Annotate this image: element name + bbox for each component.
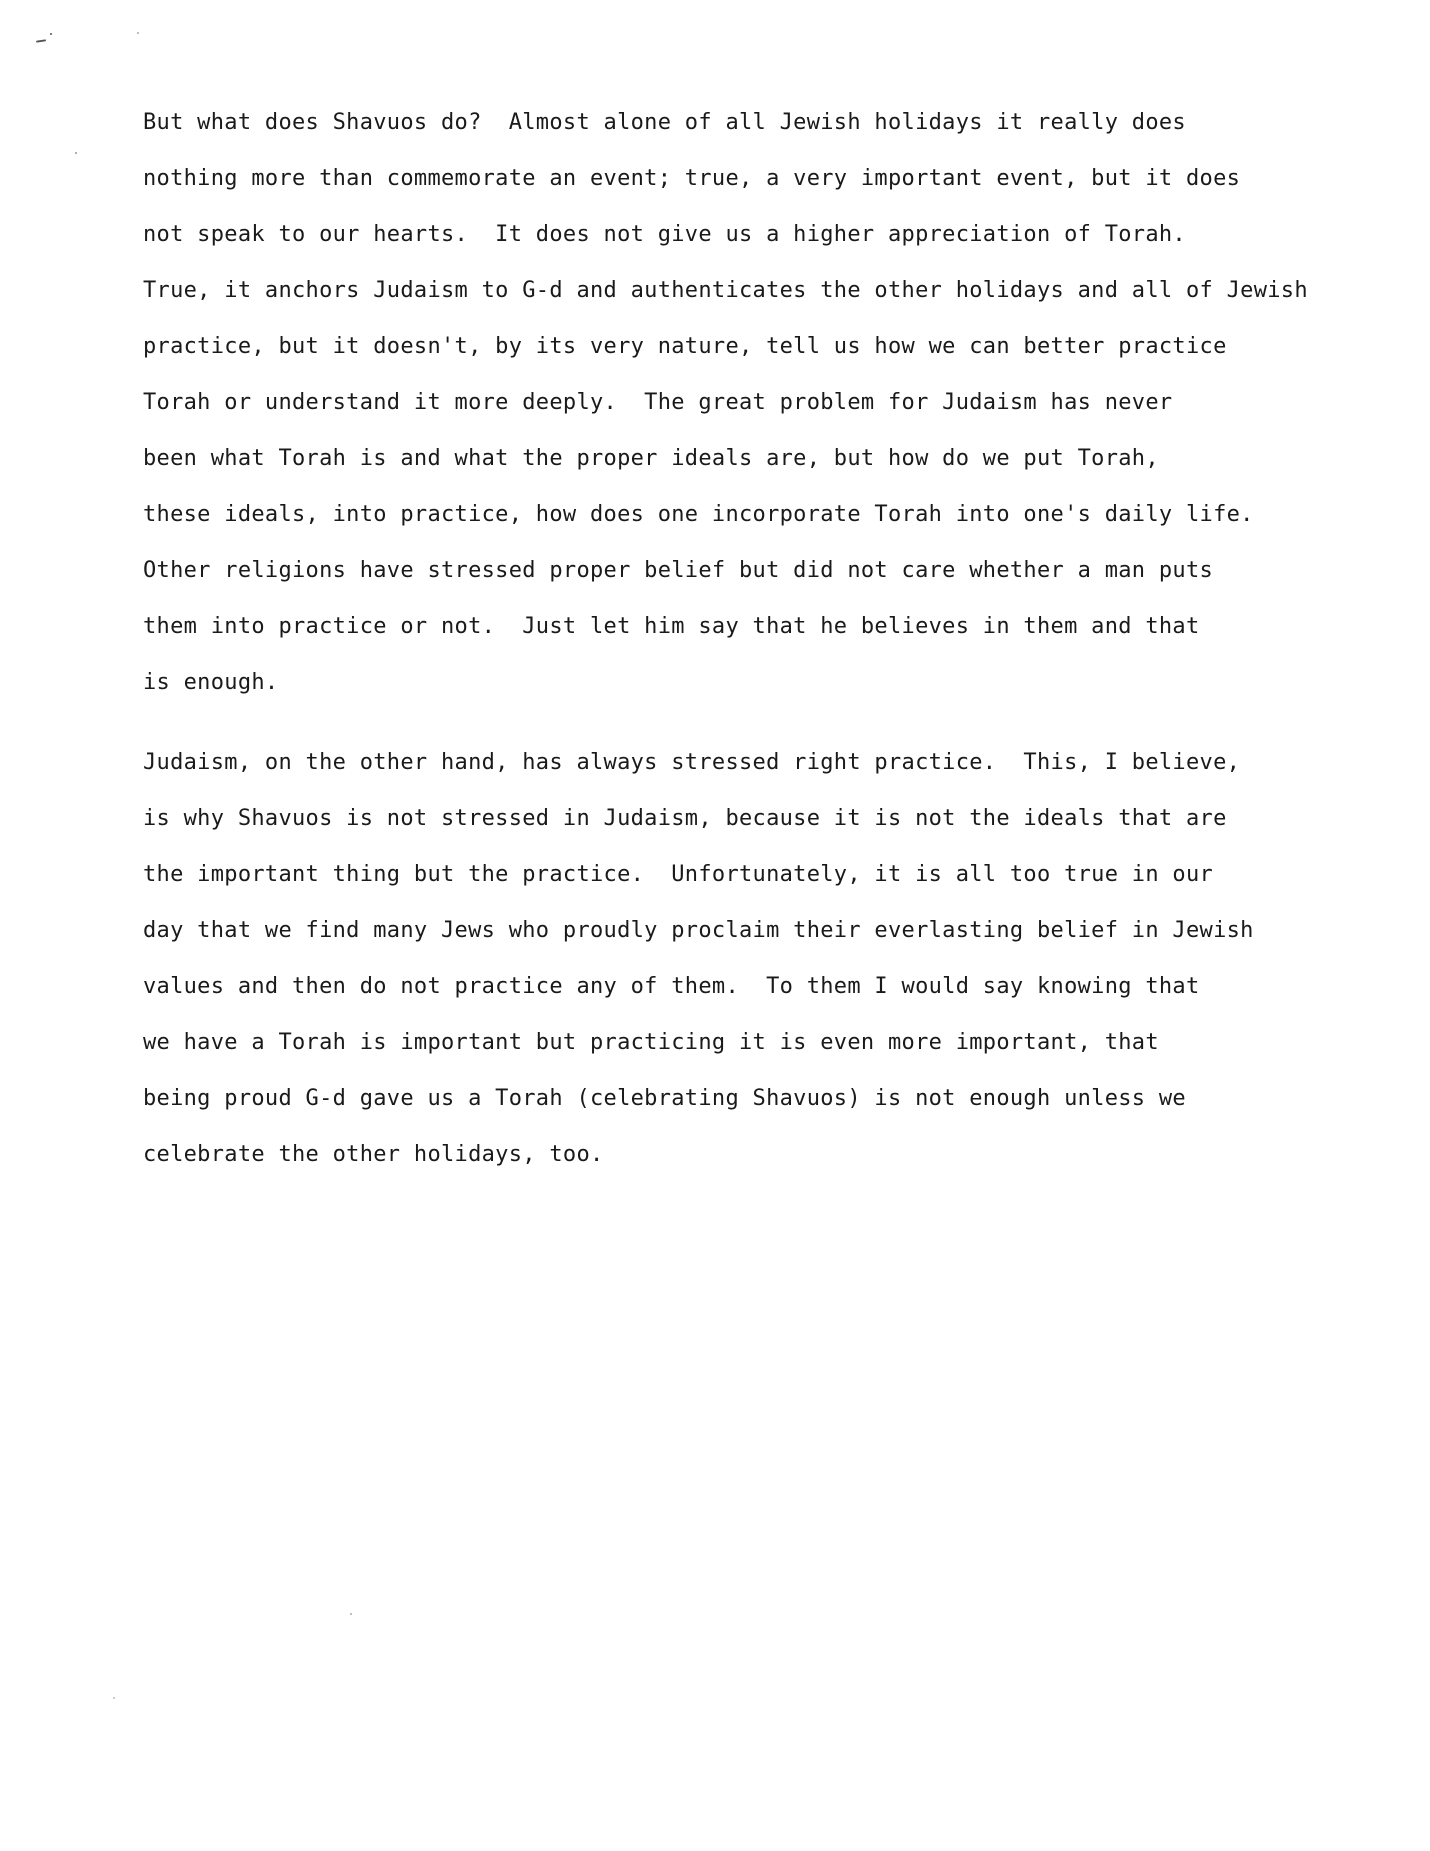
paragraph-2	[143, 735, 1353, 1183]
text-line: Other religions have stressed proper belief but did not care whether a man puts	[143, 558, 1214, 583]
text-line: being proud G-d gave us a Torah (celebrating Shavuos) is not enough unless we	[143, 1086, 1186, 1111]
text-line: values and then do not practice any of them. To them I would say knowing that	[143, 974, 1200, 999]
scan-mark	[75, 152, 77, 154]
scan-mark	[36, 39, 46, 42]
scan-mark	[350, 1613, 352, 1615]
text-line: Judaism, on the other hand, has always stressed right practice. This, I believe,	[143, 750, 1241, 775]
text-line: them into practice or not. Just let him say that he believes in them and that	[143, 614, 1200, 639]
scan-mark	[50, 33, 52, 35]
text-line: Torah or understand it more deeply. The great problem for Judaism has never	[143, 390, 1173, 415]
text-line: day that we find many Jews who proudly proclaim their everlasting belief in Jewish	[143, 918, 1254, 943]
text-line: practice, but it doesn't, by its very nature, tell us how we can better practice	[143, 334, 1227, 359]
text-line: is why Shavuos is not stressed in Judaism, because it is not the ideals that are	[143, 806, 1227, 831]
paragraph-1	[143, 95, 1353, 711]
text-line: these ideals, into practice, how does one incorporate Torah into one's daily life.	[143, 502, 1254, 527]
text-line: True, it anchors Judaism to G-d and authenticates the other holidays and all of Jewish	[143, 278, 1308, 303]
text-line: been what Torah is and what the proper ideals are, but how do we put Torah,	[143, 446, 1159, 471]
text-line: not speak to our hearts. It does not give us a higher appreciation of Torah.	[143, 222, 1186, 247]
text-line: we have a Torah is important but practicing it is even more important, that	[143, 1030, 1159, 1055]
text-line: the important thing but the practice. Unfortunately, it is all too true in our	[143, 862, 1214, 887]
scan-mark	[113, 1697, 115, 1699]
text-line: is enough.	[143, 670, 279, 695]
scan-mark	[137, 32, 139, 34]
text-line: nothing more than commemorate an event; true, a very important event, but it does	[143, 166, 1241, 191]
text-line: celebrate the other holidays, too.	[143, 1142, 604, 1167]
text-line: But what does Shavuos do? Almost alone of all Jewish holidays it really does	[143, 110, 1186, 135]
